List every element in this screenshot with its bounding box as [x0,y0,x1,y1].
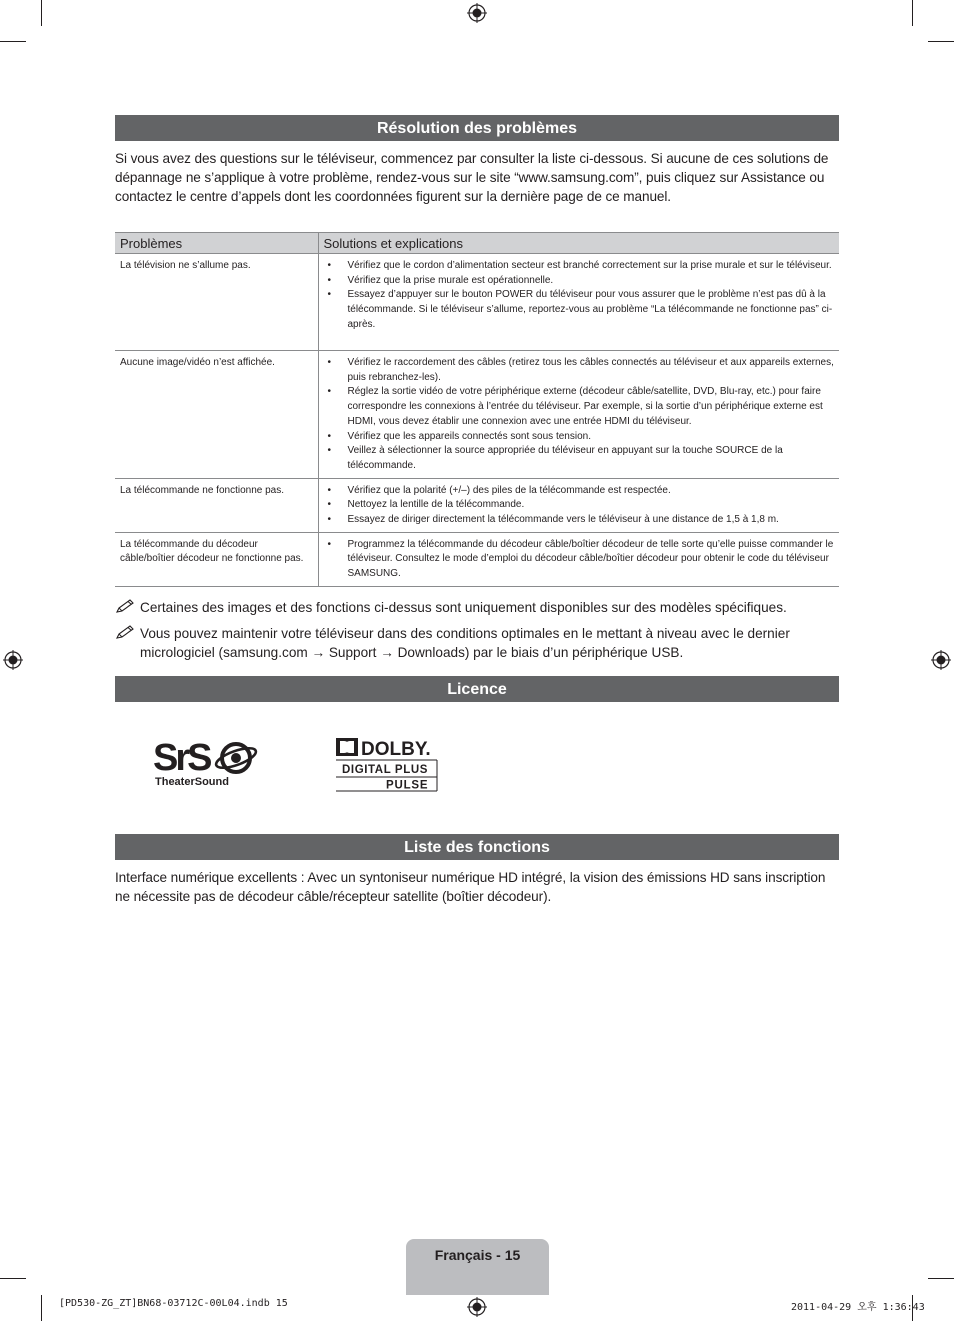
solution-item: • Essayez de diriger directement la télécommande vers le téléviseur à une distance de 1,5 à 1,8 m. [348,513,835,528]
print-timestamp: 2011-04-29 오후 1:36:43 [791,1302,925,1313]
registration-mark-icon [931,650,951,670]
note-item [115,598,839,617]
crop-mark [0,41,26,42]
crop-mark [928,1278,954,1279]
crop-mark [0,1278,26,1279]
pencil-note-icon [115,598,137,614]
pencil-note-icon [115,624,137,640]
solution-item: • Essayez d’appuyer sur le bouton POWER du téléviseur pour vous assurer que le problème n’est pas dû à la télécommande. Si le téléviseur s’allume, reportez-vous au problème “La télécommande ne fonctionne pas” ci-après. [348,288,835,332]
crop-mark [928,41,954,42]
dolby-digital-plus: DIGITAL PLUS [342,764,428,776]
registration-mark-icon [467,1297,487,1317]
solution-item: • Nettoyez la lentille de la télécommande. [348,498,835,513]
section-header-troubleshooting: Résolution des problèmes [115,115,839,141]
section-header-license: Licence [115,676,839,702]
crop-mark [41,1295,42,1321]
solution-item: • Programmez la télécommande du décodeur câble/boîtier décodeur de telle sorte qu’elle puisse commander le téléviseur. Consultez le mode d’emploi du décodeur câble/boîtier décodeur pour obtenir le code du téléviseur SAMSUNG. [348,538,835,582]
note-item [115,624,839,662]
column-header-problems: Problèmes [115,233,318,254]
solutions-cell [318,532,839,586]
solution-item: • Vérifiez que la polarité (+/–) des piles de la télécommande est respectée. [348,484,835,499]
crop-mark [912,0,913,26]
crop-mark [41,0,42,26]
table-row [115,254,839,351]
table-row [115,478,839,532]
problem-cell: Aucune image/vidéo n’est affichée. [115,351,318,479]
features-paragraph: Interface numérique excellents : Avec un syntoniseur numérique HD intégré, la vision des émissions HD sans inscription ne nécessite pas de décodeur câble/récepteur satellite (boîtier décodeur). [115,870,826,904]
solution-item: • Vérifiez que la prise murale est opérationnelle. [348,274,835,289]
solution-item: • Vérifiez que les appareils connectés sont sous tension. [348,430,835,445]
registration-mark-icon [3,650,23,670]
solution-item: • Réglez la sortie vidéo de votre périphérique externe (décodeur câble/satellite, DVD, Blu-ray, etc.) pour faire correspondre les connexions à l’entrée du téléviseur. Par exemple, si la sortie d’un périphérique externe est HDMI, vous devez établir une connexion avec une entrée HDMI du téléviseur. [348,385,835,429]
print-file-slug: [PD530-ZG_ZT]BN68-03712C-00L04.indb 15 [59,1298,288,1309]
intro-paragraph: Si vous avez des questions sur le téléviseur, commencez par consulter la liste ci-dessous. Si aucune de ces solutions de dépannage ne s’applique à votre problème, rendez-vous sur le site “www.samsung.com”, puis cliquez sur Assistance ou contactez le centre d’appels dont les coordonnées figurent sur la dernière page de ce manuel. [115,151,829,204]
solutions-cell [318,254,839,351]
srs-theatersound-logo [152,739,258,787]
page-number-tab: Français - 15 [406,1239,549,1295]
table-header-row [115,233,839,254]
problem-cell: La télévision ne s’allume pas. [115,254,318,351]
svg-text:SrS: SrS [153,739,210,779]
solution-item: • Vérifiez que le cordon d’alimentation secteur est branché correctement sur la prise murale et sur le téléviseur. [348,259,835,274]
solution-item: • Vérifiez le raccordement des câbles (retirez tous les câbles connectés au téléviseur et aux appareils externes, puis rebranchez-les). [348,356,835,385]
solution-item: • Veillez à sélectionner la source appropriée du téléviseur en appuyant sur la touche SOURCE de la télécommande. [348,444,835,473]
note-text: Vous pouvez maintenir votre téléviseur dans des conditions optimales en le mettant à niveau avec le dernier micrologiciel (samsung.com → Support → Downloads) par le biais d’un périphérique USB. [140,626,790,660]
table-row [115,532,839,586]
registration-mark-icon [467,3,487,23]
problem-cell: La télécommande ne fonctionne pas. [115,478,318,532]
dolby-pulse: PULSE [386,779,429,792]
srs-subtitle: TheaterSound [155,776,229,787]
note-text: Certaines des images et des fonctions ci-dessus sont uniquement disponibles sur des modèles spécifiques. [140,600,787,615]
problem-cell: La télécommande du décodeur câble/boîtier décodeur ne fonctionne pas. [115,532,318,586]
troubleshooting-table [115,232,839,587]
table-row [115,351,839,479]
dolby-name: DOLBY. [361,739,431,760]
dolby-digital-plus-pulse-logo [333,736,439,792]
column-header-solutions: Solutions et explications [318,233,839,254]
section-header-features: Liste des fonctions [115,834,839,860]
solutions-cell [318,351,839,479]
solutions-cell [318,478,839,532]
